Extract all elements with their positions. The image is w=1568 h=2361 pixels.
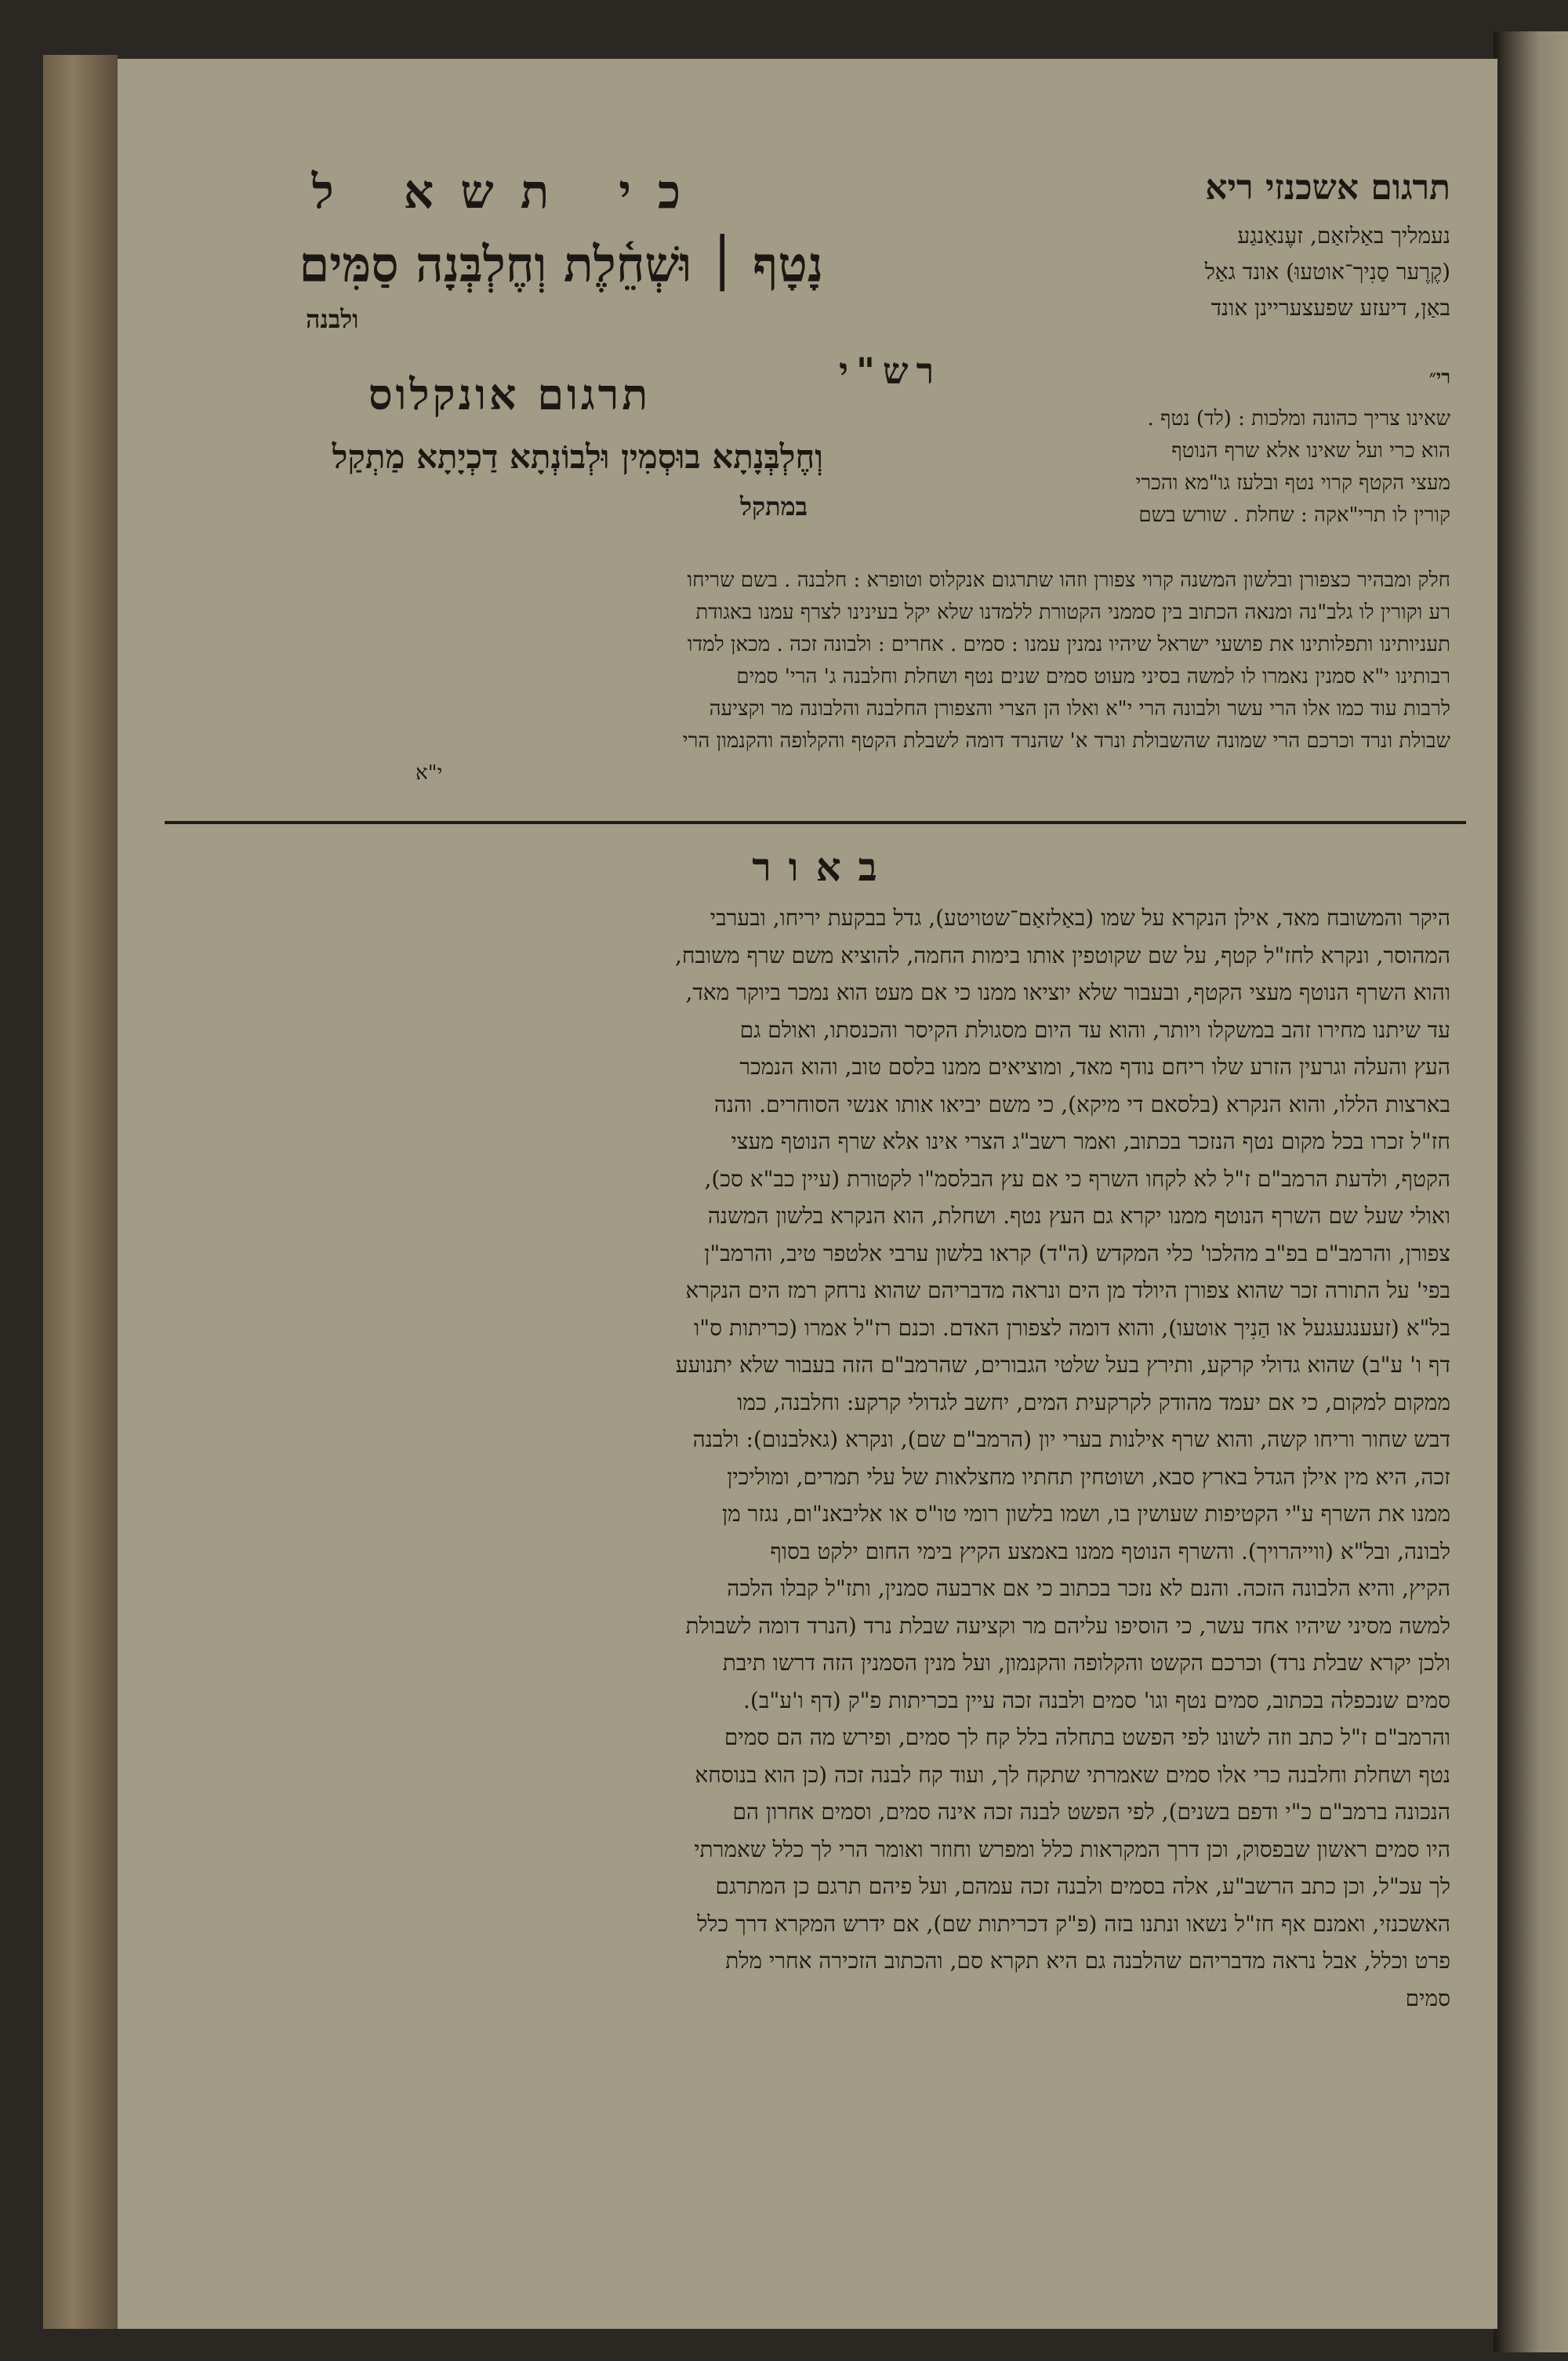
- biur-line: ממקום למקום, כי אם יעמד מהודק לקרקעית המים, יחשב לגדולי קרקע: וחלבנה, כמו: [737, 1389, 1450, 1415]
- biur-line: הקטף, ולדעת הרמב"ם ז"ל לא לקחו השרף כי אם עץ הבלסמ"ו לקטורת (עיין כב"א סכ),: [704, 1165, 1450, 1192]
- ashkenazi-line: (קֶרֶער סַנִיך־אוטעוּ) אונד גאַל: [1204, 259, 1450, 285]
- biur-line: נטף ושחלת וחלבנה כרי אלו סמים שאמרתי שתקח לך, ועוד קח לבנה זכה (כן הוא בנוסחא: [695, 1761, 1450, 1788]
- biur-line: בפי' על התורה זכר שהוא צפורן היולד מן הים ונראה מדבריהם שהוא נרחק רמז הים הנקרא: [685, 1277, 1450, 1303]
- biur-line: פרט וכלל, אבל נראה מדבריהם שהלבנה גם היא תקרא סם, והכתוב הזכירה אחרי מלת: [725, 1948, 1450, 1974]
- biur-line: צפורן, והרמב"ם בפ"ב מהלכו' כלי המקדש (ה"ד) קראו בלשון ערבי אלטפר טיב, והרמב"ן: [704, 1240, 1450, 1266]
- ashkenazi-line: באַן, דיעזע שפעצעריינן אונד: [1210, 295, 1450, 321]
- verse-and-onkelos-column: [196, 165, 823, 557]
- rashi-line: חלק ומבהיר כצפורן ובלשון המשנה קרוי צפורן וזהו שתרגום אנקלוס וטופרא : חלבנה . בשם שריחו: [687, 568, 1450, 592]
- biur-line: האשכנזי, ואמנם אף חז"ל נשאו ונתנו בזה (פ"ק דכריתות שם), אם ידרש המקרא דרך כלל: [697, 1910, 1450, 1937]
- biur-line: בארצות הללו, והוא הנקרא (בלסאם די מיקא), כי משם יביאו אותו אנשי הסוחרים. והנה: [713, 1091, 1450, 1117]
- ashkenazi-and-rashi-column: [839, 165, 1450, 557]
- biur-line: ולכן יקרא שבלת נרד) וכרכם הקשט והקלופה והקנמון, ועל מנין הסמנין הזה דרשו תיבת: [722, 1650, 1450, 1676]
- rashi-end: י"א: [416, 761, 443, 785]
- biur-title: באור: [752, 844, 895, 890]
- rashi-continued-text: [196, 565, 1450, 757]
- onkelos-keri: במתקל: [740, 492, 808, 521]
- verse-text: נָטָף ׀ וּשְׁחֵ֫לֶת וְחֶלְבְּנָה סַמִּים: [299, 236, 823, 293]
- rashi-header: [839, 350, 1450, 392]
- targum-ashkenazi-title: תרגום אשכנזי ריא: [1205, 168, 1450, 208]
- rashi-line: רע וקורין לו גלב"נה ומנאה הכתוב בין סממני הקטורת ללמדנו שלא יקל בעינינו לצרף עמנו באגודת: [695, 601, 1450, 624]
- biur-text: [196, 899, 1450, 2017]
- verse-keri: ולבנה: [306, 304, 359, 334]
- rashi-reference: רי״: [1428, 365, 1450, 388]
- rashi-line: רבותינו י"א סמנין נאמרו לו למשה בסיני מעוט סמים שנים נטף ושחלת וחלבנה ג' הרי' סמים: [736, 665, 1450, 688]
- biur-line: והרמב"ם ז"ל כתב וזה לשונו לפי הפשט בתחלה בלל קח לך סמים, ופירש מה הם סמים: [724, 1724, 1450, 1750]
- biur-line: סמים שנכפלה בכתוב, סמים נטף וגו' סמים ולבנה זכה עיין בכריתות פ"ק (דף ו'ע"ב).: [743, 1687, 1450, 1713]
- book-page: [118, 59, 1497, 2329]
- rashi-top-text: [839, 403, 1450, 532]
- biur-line: היו סמים ראשון שבפסוק, וכן דרך המקראות כלל ומפרש וחוזר ואומר הרי לך כלל שאמרתי: [694, 1836, 1450, 1862]
- targum-ashkenazi-text: [839, 218, 1450, 326]
- biur-line: ואולי שעל שם השרף הנוטף ממנו יקרא גם העץ נטף. ושחלת, הוא הנקרא בלשון המשנה: [707, 1203, 1450, 1229]
- rashi-line: הוא כרי ועל שאינו אלא שרף הנוטף: [1171, 439, 1450, 463]
- biur-line: עד שיתנו מחירו זהב במשקלו ויותר, והוא עד היום מסגולת הקיסר והכנסתו, ואולם גם: [739, 1016, 1450, 1043]
- rashi-line: לרבות עוד כמו אלו הרי עשר ולבונה הרי י"א ואלו הן הצרי והצפורן החלבנה והלבונה מר וקציעה: [709, 697, 1450, 721]
- running-head: כי תשא ל: [311, 165, 708, 220]
- rashi-line: מעצי הקטף קרוי נטף ובלעז גו"מא והכרי: [1135, 471, 1450, 495]
- book-edge: [43, 55, 118, 2329]
- rashi-line: תעניותינו ותפלותינו את פושעי ישראל שיהיו נמנין עמנו : סמים . אחרים : ולבונה זכה . מכאן למדו: [687, 633, 1450, 656]
- biur-line: לך עכ"ל, וכן כתב הרשב"ע, אלה בסמים ולבנה זכה עמהם, ועל פיהם תרגם כן המתרגם: [715, 1873, 1450, 1899]
- top-section: [196, 165, 1450, 557]
- facing-page-edge: [1494, 31, 1568, 2352]
- ashkenazi-line: נעמליך באַלזאַם, זעֶנאַנגַע: [1237, 223, 1450, 249]
- biur-line: דף ו' ע"ב) שהוא גדולי קרקע, ותירץ בעל שלטי הגבורים, שהרמב"ם הזה בעבור שלא יתנועע: [675, 1352, 1450, 1378]
- biur-line: הקיץ, והיא הלבונה הזכה. והנם לא נזכר בכתוב כי אם ארבעה סמנין, ותז"ל קבלו הלכה: [727, 1575, 1450, 1601]
- biur-end-word: סמים: [1405, 1985, 1450, 2011]
- rashi-line: שאינו צריך כהונה ומלכות : (לד) נטף .: [1147, 407, 1450, 430]
- rashi-line: שבולת ונרד וכרכם הרי שמונה שהשבולת ונרד א' שהנרד דומה לשבלת הקטף והקלופה והקנמון הרי: [682, 729, 1450, 753]
- section-divider: [165, 821, 1466, 824]
- biur-line: דבש שחור וריחו קשה, והוא שרף אילנות בערי יון (הרמב"ם שם), ונקרא (גאלבנום): ולבנה: [692, 1426, 1450, 1452]
- biur-line: זכה, היא מין אילן הגדל בארץ סבא, ושוטחין תחתיו מחצלאות של עלי תמרים, ומוליכין: [727, 1463, 1450, 1490]
- biur-line: ממנו את השרף ע"י הקטיפות שעושין בו, ושמו בלשון רומי טו"ס או אליבאנ"ום, נגזר מן: [721, 1501, 1450, 1527]
- rashi-line: קורין לו תרי"אקה : שחלת . שורש בשם: [1138, 503, 1450, 527]
- rashi-title: רש"י: [839, 350, 942, 392]
- biur-line: העץ והעלה וגרעין הזרע שלו ריחם נודף מאד, ומוציאים ממנו בלסם טוב, והוא הנמכר: [739, 1054, 1450, 1080]
- biur-line: לבונה, ובל"א (ווייהרויך). והשרף הנוטף ממנו באמצע הקיץ בימי החום ילקט בסוף: [770, 1538, 1450, 1564]
- biur-line: בל"א (זעענגעגעל או הַנִיך אוטעו), והוא דומה לצפורן האדם. וכנם רז"ל אמרו (כריתות ס"ו: [694, 1314, 1450, 1341]
- biur-line: למשה מסיני שיהיו אחד עשר, כי הוסיפו עליהם מר וקציעה שבלת נרד (הנרד דומה לשבולת: [685, 1612, 1450, 1639]
- onkelos-title: תרגום אונקלוס: [368, 369, 652, 420]
- biur-line: המהוסר, ונקרא לחז"ל קטף, על שם שקוטפין אותו בימות החמה, להוציא משם שרף משובח,: [675, 942, 1450, 968]
- biur-line: חז"ל זכרו בכל מקום נטף הנזכר בכתוב, ואמר רשב"ג הצרי אינו אלא שרף הנוטף מעצי: [731, 1128, 1450, 1154]
- biur-line: והוא השרף הנוטף מעצי הקטף, ובעבור שלא יוציאו ממנו כי אם מעט הוא נמכר ביוקר מאד,: [685, 979, 1450, 1005]
- onkelos-text: וְחֶלְבְּנָתָא בוּסְמִין וּלְבוֹנְתָא דַכְיָתָא מַתְקַל: [332, 438, 823, 476]
- biur-line: היקר והמשובח מאד, אילן הנקרא על שמו (באַלזאַם־שטויטע), גדל בבקעת יריחו, ובערבי: [710, 905, 1450, 931]
- biur-line: הנכונה ברמב"ם כ"י ודפם בשנים), לפי הפשט לבנה זכה אינה סמים, וסמים אחרון הם: [732, 1799, 1450, 1825]
